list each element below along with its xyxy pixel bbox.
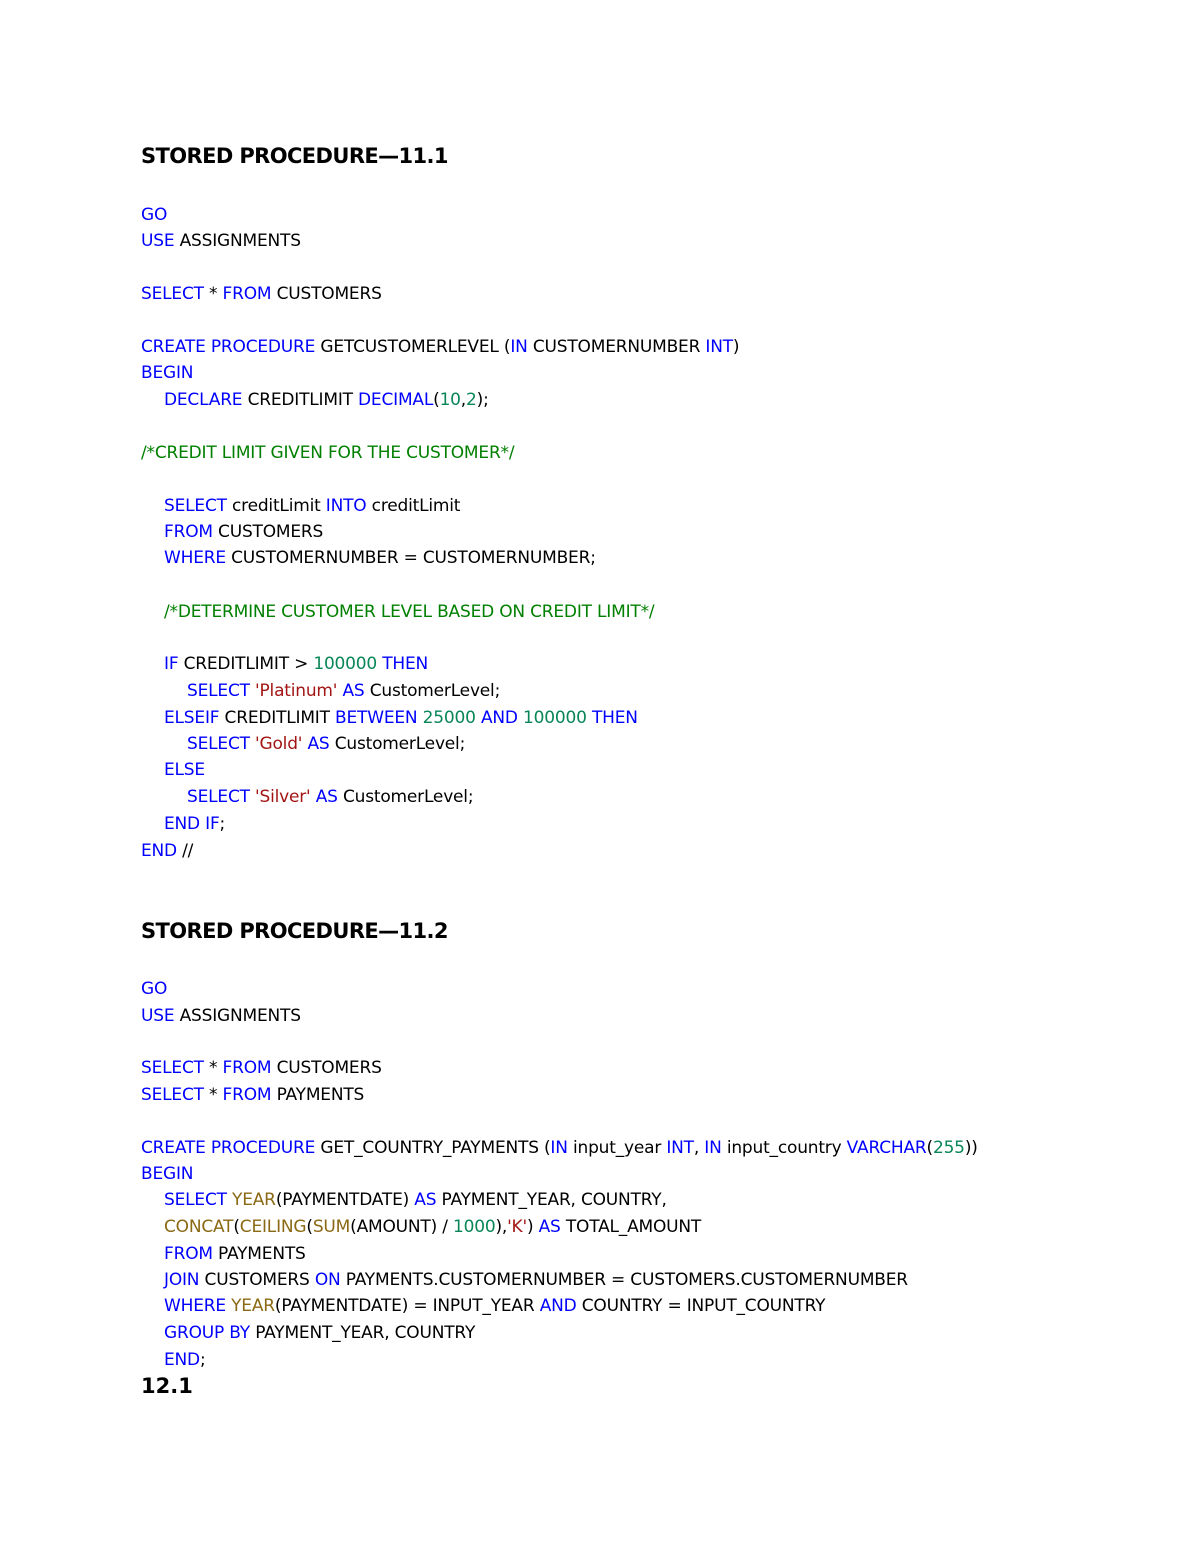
code-line: [164, 1187, 667, 1213]
code-token: ;: [219, 814, 226, 834]
code-token: AS: [315, 787, 338, 807]
code-token: (: [306, 1217, 313, 1237]
code-token: AND: [539, 1296, 577, 1316]
code-token: PAYMENT_YEAR, COUNTRY,: [436, 1190, 667, 1210]
code-token: AS: [307, 734, 330, 754]
code-line: [141, 228, 301, 254]
code-token: CustomerLevel;: [364, 681, 501, 701]
code-token: THEN: [591, 708, 638, 728]
code-token: (: [233, 1217, 240, 1237]
code-token: (: [926, 1138, 933, 1158]
code-token: GO: [141, 979, 168, 999]
code-token: 100000: [313, 654, 378, 674]
code-token: 255: [932, 1138, 965, 1158]
code-token: PAYMENT_YEAR, COUNTRY: [249, 1323, 476, 1343]
code-line: [164, 387, 489, 413]
code-token: SELECT: [141, 284, 204, 304]
code-line: [141, 360, 193, 386]
code-token: 10: [439, 390, 461, 410]
code-token: );: [476, 390, 489, 410]
code-token: creditLimit: [366, 496, 461, 516]
code-line: [164, 1241, 306, 1267]
code-token: BEGIN: [141, 1164, 194, 1184]
code-token: FROM: [164, 1244, 213, 1264]
code-token: TOTAL_AMOUNT: [560, 1217, 702, 1237]
code-token: FROM: [222, 284, 272, 304]
code-token: CONCAT: [164, 1217, 234, 1237]
code-line: [164, 545, 596, 571]
code-token: CREDITLIMIT >: [178, 654, 314, 674]
code-token: (: [433, 390, 440, 410]
code-token: END IF: [164, 814, 220, 834]
code-token: BETWEEN: [335, 708, 418, 728]
code-token: FROM: [222, 1085, 272, 1105]
code-token: ASSIGNMENTS: [174, 1006, 301, 1026]
code-token: CEILING: [239, 1217, 307, 1237]
code-line: [164, 651, 428, 677]
code-token: input_year: [567, 1138, 667, 1158]
code-line: [164, 811, 225, 837]
code-token: 25000: [422, 708, 476, 728]
code-token: SELECT: [187, 681, 250, 701]
code-token: *: [203, 1058, 223, 1078]
code-token: ): [526, 1217, 539, 1237]
code-token: CUSTOMERS: [271, 284, 382, 304]
code-line: [164, 599, 654, 625]
code-token: GO: [141, 205, 168, 225]
code-token: VARCHAR: [846, 1138, 927, 1158]
code-token: AS: [414, 1190, 437, 1210]
code-token: IN: [510, 337, 528, 357]
code-token: DECIMAL: [358, 390, 434, 410]
code-token: CREATE PROCEDURE: [141, 1138, 316, 1158]
code-token: CustomerLevel;: [337, 787, 474, 807]
code-token: 'K': [507, 1217, 527, 1237]
code-token: DECLARE: [164, 390, 243, 410]
code-token: WHERE: [164, 548, 226, 568]
code-token: AS: [342, 681, 365, 701]
code-token: PAYMENTS.CUSTOMERNUMBER = CUSTOMERS.CUSTOMERNUMBER: [340, 1270, 908, 1290]
code-line: [141, 1135, 978, 1161]
code-token: INT: [666, 1138, 694, 1158]
code-line: [141, 1003, 301, 1029]
code-line: [187, 678, 500, 704]
code-token: USE: [141, 231, 175, 251]
code-token: ON: [314, 1270, 341, 1290]
code-token: creditLimit: [226, 496, 326, 516]
code-token: GET_COUNTRY_PAYMENTS (: [315, 1138, 551, 1158]
code-token: PAYMENTS: [271, 1085, 365, 1105]
code-token: *: [203, 1085, 223, 1105]
code-token: /*CREDIT LIMIT GIVEN FOR THE CUSTOMER*/: [141, 443, 515, 463]
code-line: [141, 1055, 382, 1081]
code-token: AS: [538, 1217, 561, 1237]
code-line: [141, 1161, 193, 1187]
code-token: INT: [705, 337, 733, 357]
code-token: WHERE: [164, 1296, 226, 1316]
code-token: *: [203, 284, 223, 304]
code-line: [141, 281, 382, 307]
code-line: [164, 1320, 475, 1346]
code-token: SUM: [312, 1217, 351, 1237]
section-heading-11-1: STORED PROCEDURE—11.1: [141, 144, 448, 168]
code-token: SELECT: [164, 496, 227, 516]
code-token: END: [164, 1350, 200, 1370]
code-token: 'Gold': [255, 734, 303, 754]
code-line: [164, 519, 323, 545]
code-line: [141, 334, 739, 360]
code-line: [164, 757, 205, 783]
code-token: GROUP BY: [164, 1323, 250, 1343]
code-token: YEAR: [231, 1296, 275, 1316]
code-token: AND: [480, 708, 518, 728]
code-token: ;: [199, 1350, 206, 1370]
code-line: [164, 1267, 908, 1293]
code-token: FROM: [222, 1058, 272, 1078]
code-token: 'Silver': [255, 787, 311, 807]
code-token: ELSEIF: [164, 708, 220, 728]
code-line: [187, 731, 465, 757]
code-token: 2: [466, 390, 477, 410]
code-token: (PAYMENTDATE): [275, 1190, 415, 1210]
code-token: IN: [704, 1138, 722, 1158]
code-token: /*DETERMINE CUSTOMER LEVEL BASED ON CREDIT LIMIT*/: [164, 602, 655, 622]
code-token: YEAR: [232, 1190, 276, 1210]
code-token: 'Platinum': [255, 681, 338, 701]
code-token: 1000: [452, 1217, 496, 1237]
code-token: ,: [460, 390, 467, 410]
code-token: BEGIN: [141, 363, 194, 383]
code-token: USE: [141, 1006, 175, 1026]
code-token: //: [176, 841, 194, 861]
code-line: [141, 976, 167, 1002]
code-token: CUSTOMERNUMBER = CUSTOMERNUMBER;: [225, 548, 596, 568]
code-token: ,: [693, 1138, 705, 1158]
code-token: (AMOUNT) /: [350, 1217, 453, 1237]
code-token: END: [141, 841, 177, 861]
code-token: input_country: [721, 1138, 847, 1158]
code-token: COUNTRY = INPUT_COUNTRY: [576, 1296, 826, 1316]
code-token: INTO: [325, 496, 367, 516]
code-line: [164, 705, 638, 731]
code-line: [164, 493, 460, 519]
code-token: IN: [550, 1138, 568, 1158]
code-token: 100000: [523, 708, 587, 728]
code-token: SELECT: [187, 734, 250, 754]
code-token: ): [732, 337, 740, 357]
code-token: ASSIGNMENTS: [174, 231, 301, 251]
code-token: CUSTOMERS: [199, 1270, 315, 1290]
code-token: )): [964, 1138, 978, 1158]
code-line: [187, 784, 473, 810]
code-token: THEN: [382, 654, 429, 674]
code-line: [164, 1347, 205, 1373]
code-line: [141, 1082, 364, 1108]
code-token: CUSTOMERNUMBER: [527, 337, 706, 357]
code-line: [164, 1293, 825, 1319]
code-token: GETCUSTOMERLEVEL (: [315, 337, 511, 357]
code-token: SELECT: [187, 787, 250, 807]
code-line: [141, 202, 167, 228]
code-token: SELECT: [141, 1085, 204, 1105]
code-token: ELSE: [164, 760, 205, 780]
code-token: CREATE PROCEDURE: [141, 337, 316, 357]
code-token: CREDITLIMIT: [242, 390, 359, 410]
code-token: SELECT: [164, 1190, 227, 1210]
code-token: (PAYMENTDATE) = INPUT_YEAR: [274, 1296, 540, 1316]
code-token: ),: [495, 1217, 508, 1237]
code-token: SELECT: [141, 1058, 204, 1078]
code-token: IF: [164, 654, 179, 674]
code-token: CUSTOMERS: [271, 1058, 382, 1078]
code-token: PAYMENTS: [212, 1244, 306, 1264]
code-line: [141, 838, 193, 864]
code-token: CustomerLevel;: [329, 734, 466, 754]
section-heading-11-2: STORED PROCEDURE—11.2: [141, 919, 448, 943]
code-line: [141, 440, 514, 466]
code-token: FROM: [164, 522, 213, 542]
code-token: CREDITLIMIT: [219, 708, 336, 728]
code-line: [164, 1214, 701, 1240]
code-token: JOIN: [164, 1270, 200, 1290]
section-heading-12-1: 12.1: [141, 1374, 193, 1398]
code-token: CUSTOMERS: [212, 522, 324, 542]
